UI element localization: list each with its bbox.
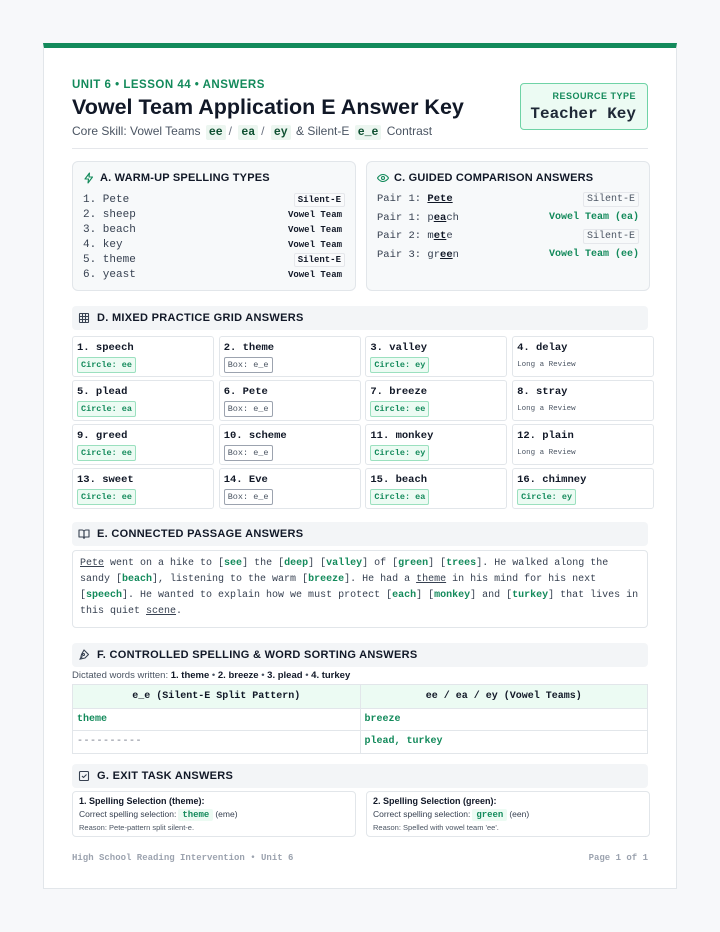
pair-label: Pair 3: [377, 248, 422, 261]
passage-segment: ]. He walked along the sandy [ [80, 558, 609, 585]
grid-word: 7. breeze [370, 386, 428, 398]
grid-cell [72, 380, 214, 421]
grid-word: 4. delay [517, 342, 568, 354]
section-g-header [72, 764, 648, 788]
passage-answer-word: green [398, 558, 429, 569]
pair-post: ch [446, 211, 459, 224]
pair-mark: ea [433, 211, 447, 224]
pair-pre: p [427, 211, 434, 224]
resource-type-badge [520, 83, 648, 130]
subtitle-silent-e: & Silent-E [296, 124, 350, 138]
bullet: • [261, 670, 265, 681]
dictated-word: 3. plead [267, 670, 303, 681]
grid-icon [78, 312, 90, 324]
column-header: e_e (Silent-E Split Pattern) [132, 690, 301, 702]
passage-underlined-word: theme [416, 574, 447, 585]
grid-answer: Circle: ea [77, 401, 136, 417]
passage-answer-word: see [224, 558, 243, 569]
grid-word: 15. beach [370, 474, 428, 486]
grid-answer: Circle: ey [517, 489, 576, 505]
warmup-type: Vowel Team [287, 209, 342, 220]
passage-answer-word: each [392, 590, 417, 601]
exit-selection: theme [178, 809, 213, 821]
pair-answer: Silent-E [583, 229, 639, 244]
footer-left: High School Reading Intervention • Unit 6 [72, 853, 294, 863]
page-footer [72, 853, 648, 863]
list-item [83, 207, 345, 222]
table-cell: plead, turkey [360, 731, 648, 753]
list-item [83, 252, 345, 267]
exit-task-1 [72, 791, 356, 837]
grid-cell [512, 380, 654, 421]
passage-segment: . [176, 606, 183, 617]
chip-separator: / [228, 124, 232, 138]
warmup-type: Silent-E [294, 253, 345, 267]
lesson-eyebrow: UNIT 6 • LESSON 44 • ANSWERS [72, 79, 265, 91]
list-item [83, 222, 345, 237]
grid-cell [512, 468, 654, 509]
dictated-words [72, 670, 350, 681]
grid-cell [365, 380, 507, 421]
list-item [377, 227, 639, 246]
table-cell: ---------- [77, 736, 143, 748]
grid-cell [72, 424, 214, 465]
grid-answer: Circle: ee [77, 445, 136, 461]
list-item [83, 192, 345, 207]
pen-tag-icon [78, 649, 90, 661]
exit-question: 2. Spelling Selection (green): [373, 796, 497, 806]
chip-separator: / [261, 124, 265, 138]
sorting-table [72, 684, 648, 754]
page-number: Page 1 of 1 [588, 853, 648, 863]
grid-cell [365, 468, 507, 509]
warmup-word: 3. beach [83, 223, 136, 236]
dictated-word: 4. turkey [311, 670, 351, 681]
pair-mark: Pete [427, 193, 453, 206]
passage-segment: ]. He had a [344, 574, 417, 585]
passage-segment: in his mind for his next [ [80, 574, 597, 601]
passage-answer-word: turkey [512, 590, 549, 601]
exit-answer-prefix: Correct spelling selection: [79, 809, 177, 819]
grid-cell [365, 336, 507, 377]
section-f-header [72, 643, 648, 667]
exit-selection: green [472, 809, 507, 821]
pair-mark: et [433, 230, 447, 243]
grid-word: 16. chimney [517, 474, 587, 486]
passage-answer-word: monkey [434, 590, 471, 601]
pair-answer: Vowel Team (ea) [548, 212, 639, 224]
exit-reason: Reason: Spelled with vowel team 'ee'. [373, 823, 499, 832]
passage-segment: ], listening to the warm [ [152, 574, 309, 585]
bullet: • [211, 670, 216, 681]
warmup-type: Vowel Team [287, 224, 342, 235]
pair-answer: Vowel Team (ee) [548, 249, 639, 261]
dictated-word: 1. theme [170, 670, 210, 681]
passage-segment: went on a hike to [ [104, 558, 225, 569]
exit-task-2 [366, 791, 650, 837]
exit-answer [373, 809, 643, 820]
section-c-title-text: C. GUIDED COMPARISON ANSWERS [394, 172, 594, 184]
pair-post: n [452, 248, 459, 261]
warmup-word: 2. sheep [83, 208, 136, 221]
pair-label: Pair 2: [377, 230, 422, 243]
grid-answer: Box: e_e [224, 445, 273, 461]
grid-answer: Long a Review [517, 449, 576, 457]
section-e-header [72, 522, 648, 546]
grid-word: 2. theme [223, 342, 275, 354]
list-item [83, 237, 345, 252]
eye-icon [377, 172, 389, 184]
grid-answer: Long a Review [517, 405, 576, 413]
subtitle-suffix: Contrast [386, 124, 433, 138]
section-f-title: F. CONTROLLED SPELLING & WORD SORTING ANSWERS [97, 649, 418, 661]
pair-post: e [446, 230, 453, 243]
grid-cell [219, 380, 361, 421]
grid-cell [512, 424, 654, 465]
section-g-title: G. EXIT TASK ANSWERS [97, 770, 234, 782]
pair-pre: m [427, 230, 434, 243]
page-inner [72, 48, 648, 888]
exit-reason: Reason: Pete-pattern split silent-e. [79, 823, 195, 832]
grid-word: 5. plead [77, 386, 128, 398]
grid-word: 3. valley [370, 342, 428, 354]
chip-ey: ey [271, 125, 291, 140]
chip-e-e: e_e [355, 125, 382, 140]
grid-word: 9. greed [77, 430, 128, 442]
chip-ee: ee [206, 125, 226, 140]
section-a-card [72, 161, 356, 291]
list-item [83, 267, 345, 282]
grid-word: 13. sweet [77, 474, 134, 486]
grid-word: 8. stray [517, 386, 568, 398]
table-row [73, 708, 647, 731]
page-title: Vowel Team Application E Answer Key [72, 95, 464, 119]
passage-answer-word: deep [284, 558, 309, 569]
grid-answer: Box: e_e [224, 401, 273, 417]
passage-segment: ] [ [428, 558, 447, 569]
comparison-list [377, 190, 639, 264]
warmup-list [83, 192, 345, 282]
grid-answer: Circle: ee [370, 401, 429, 417]
passage-answer-word: speech [86, 590, 123, 601]
section-c-title [377, 172, 593, 184]
grid-cell [72, 468, 214, 509]
resource-type-value: Teacher Key [530, 105, 636, 123]
table-cell: breeze [360, 709, 648, 731]
list-item [377, 190, 639, 209]
subtitle-prefix: Core Skill: Vowel Teams [72, 124, 201, 138]
section-c-card [366, 161, 650, 291]
book-open-icon [78, 528, 90, 540]
grid-answer: Circle: ea [370, 489, 429, 505]
pair-pre: gr [427, 248, 441, 261]
pair-label: Pair 1: [377, 193, 422, 206]
section-d-title: D. MIXED PRACTICE GRID ANSWERS [97, 312, 304, 324]
chip-ea: ea [238, 125, 258, 140]
grid-word: 1. speech [77, 342, 134, 354]
table-header-row [73, 685, 647, 708]
grid-word: 12. plain [517, 430, 574, 442]
passage-segment: ]. He wanted to explain how we must protect [ [122, 590, 393, 601]
pair-label: Pair 1: [377, 211, 422, 224]
warmup-word: 1. Pete [83, 193, 130, 206]
exit-answer-suffix: (een) [509, 809, 530, 819]
resource-type-label: RESOURCE TYPE [552, 91, 636, 101]
grid-word: 11. monkey [370, 430, 434, 442]
warmup-type: Vowel Team [287, 239, 342, 250]
grid-answer: Box: e_e [224, 489, 273, 505]
grid-word: 10. scheme [223, 430, 287, 442]
passage-segment: ] the [ [242, 558, 285, 569]
passage-underlined-word: scene [146, 606, 177, 617]
passage-segment: ] [ [308, 558, 327, 569]
grid-answer: Long a Review [517, 361, 576, 369]
pair-mark: ee [440, 248, 453, 261]
bolt-icon [83, 172, 95, 184]
section-e-title: E. CONNECTED PASSAGE ANSWERS [97, 528, 304, 540]
warmup-type: Silent-E [294, 193, 345, 207]
section-a-title-text: A. WARM-UP SPELLING TYPES [100, 172, 270, 184]
grid-cell [72, 336, 214, 377]
exit-question: 1. Spelling Selection (theme): [79, 796, 205, 806]
grid-cell [219, 336, 361, 377]
column-header: ee / ea / ey (Vowel Teams) [360, 685, 648, 708]
practice-grid [72, 336, 648, 509]
exit-answer-prefix: Correct spelling selection: [373, 809, 471, 819]
passage-answer-word: beach [122, 574, 153, 585]
section-d-header [72, 306, 648, 330]
warmup-word: 4. key [83, 238, 123, 251]
passage-segment: ] [ [416, 590, 435, 601]
grid-word: 6. Pete [223, 386, 268, 398]
table-row [73, 730, 647, 753]
passage-segment: ] and [ [470, 590, 513, 601]
passage-segment: ] that lives in this quiet [80, 590, 639, 617]
passage-answer-word: breeze [308, 574, 345, 585]
list-item [377, 209, 639, 228]
passage-answer-word: trees [446, 558, 477, 569]
table-cell: theme [77, 713, 108, 725]
warmup-type: Vowel Team [287, 269, 342, 280]
passage-answer-word: valley [326, 558, 363, 569]
grid-cell [365, 424, 507, 465]
header-divider [72, 148, 648, 149]
dictated-word: 2. breeze [217, 670, 259, 681]
grid-cell [219, 468, 361, 509]
grid-answer: Circle: ee [77, 357, 136, 373]
list-item [377, 246, 639, 265]
page-subtitle [72, 124, 432, 140]
section-a-title [83, 172, 270, 184]
checkbox-icon [78, 770, 90, 782]
grid-answer: Circle: ee [77, 489, 136, 505]
grid-answer: Circle: ey [370, 445, 429, 461]
exit-answer [79, 809, 349, 820]
passage-text [72, 550, 648, 628]
grid-answer: Circle: ey [370, 357, 429, 373]
warmup-word: 6. yeast [83, 268, 136, 281]
dictated-label: Dictated words written: [72, 670, 169, 681]
pair-answer: Silent-E [583, 192, 639, 207]
passage-underlined-word: Pete [80, 558, 105, 569]
exit-answer-suffix: (eme) [215, 809, 238, 819]
warmup-word: 5. theme [83, 253, 136, 266]
grid-answer: Box: e_e [224, 357, 273, 373]
grid-word: 14. Eve [223, 474, 268, 486]
bullet: • [305, 670, 309, 681]
grid-cell [512, 336, 654, 377]
worksheet-page [43, 43, 677, 889]
grid-cell [219, 424, 361, 465]
passage-segment: ] of [ [362, 558, 399, 569]
